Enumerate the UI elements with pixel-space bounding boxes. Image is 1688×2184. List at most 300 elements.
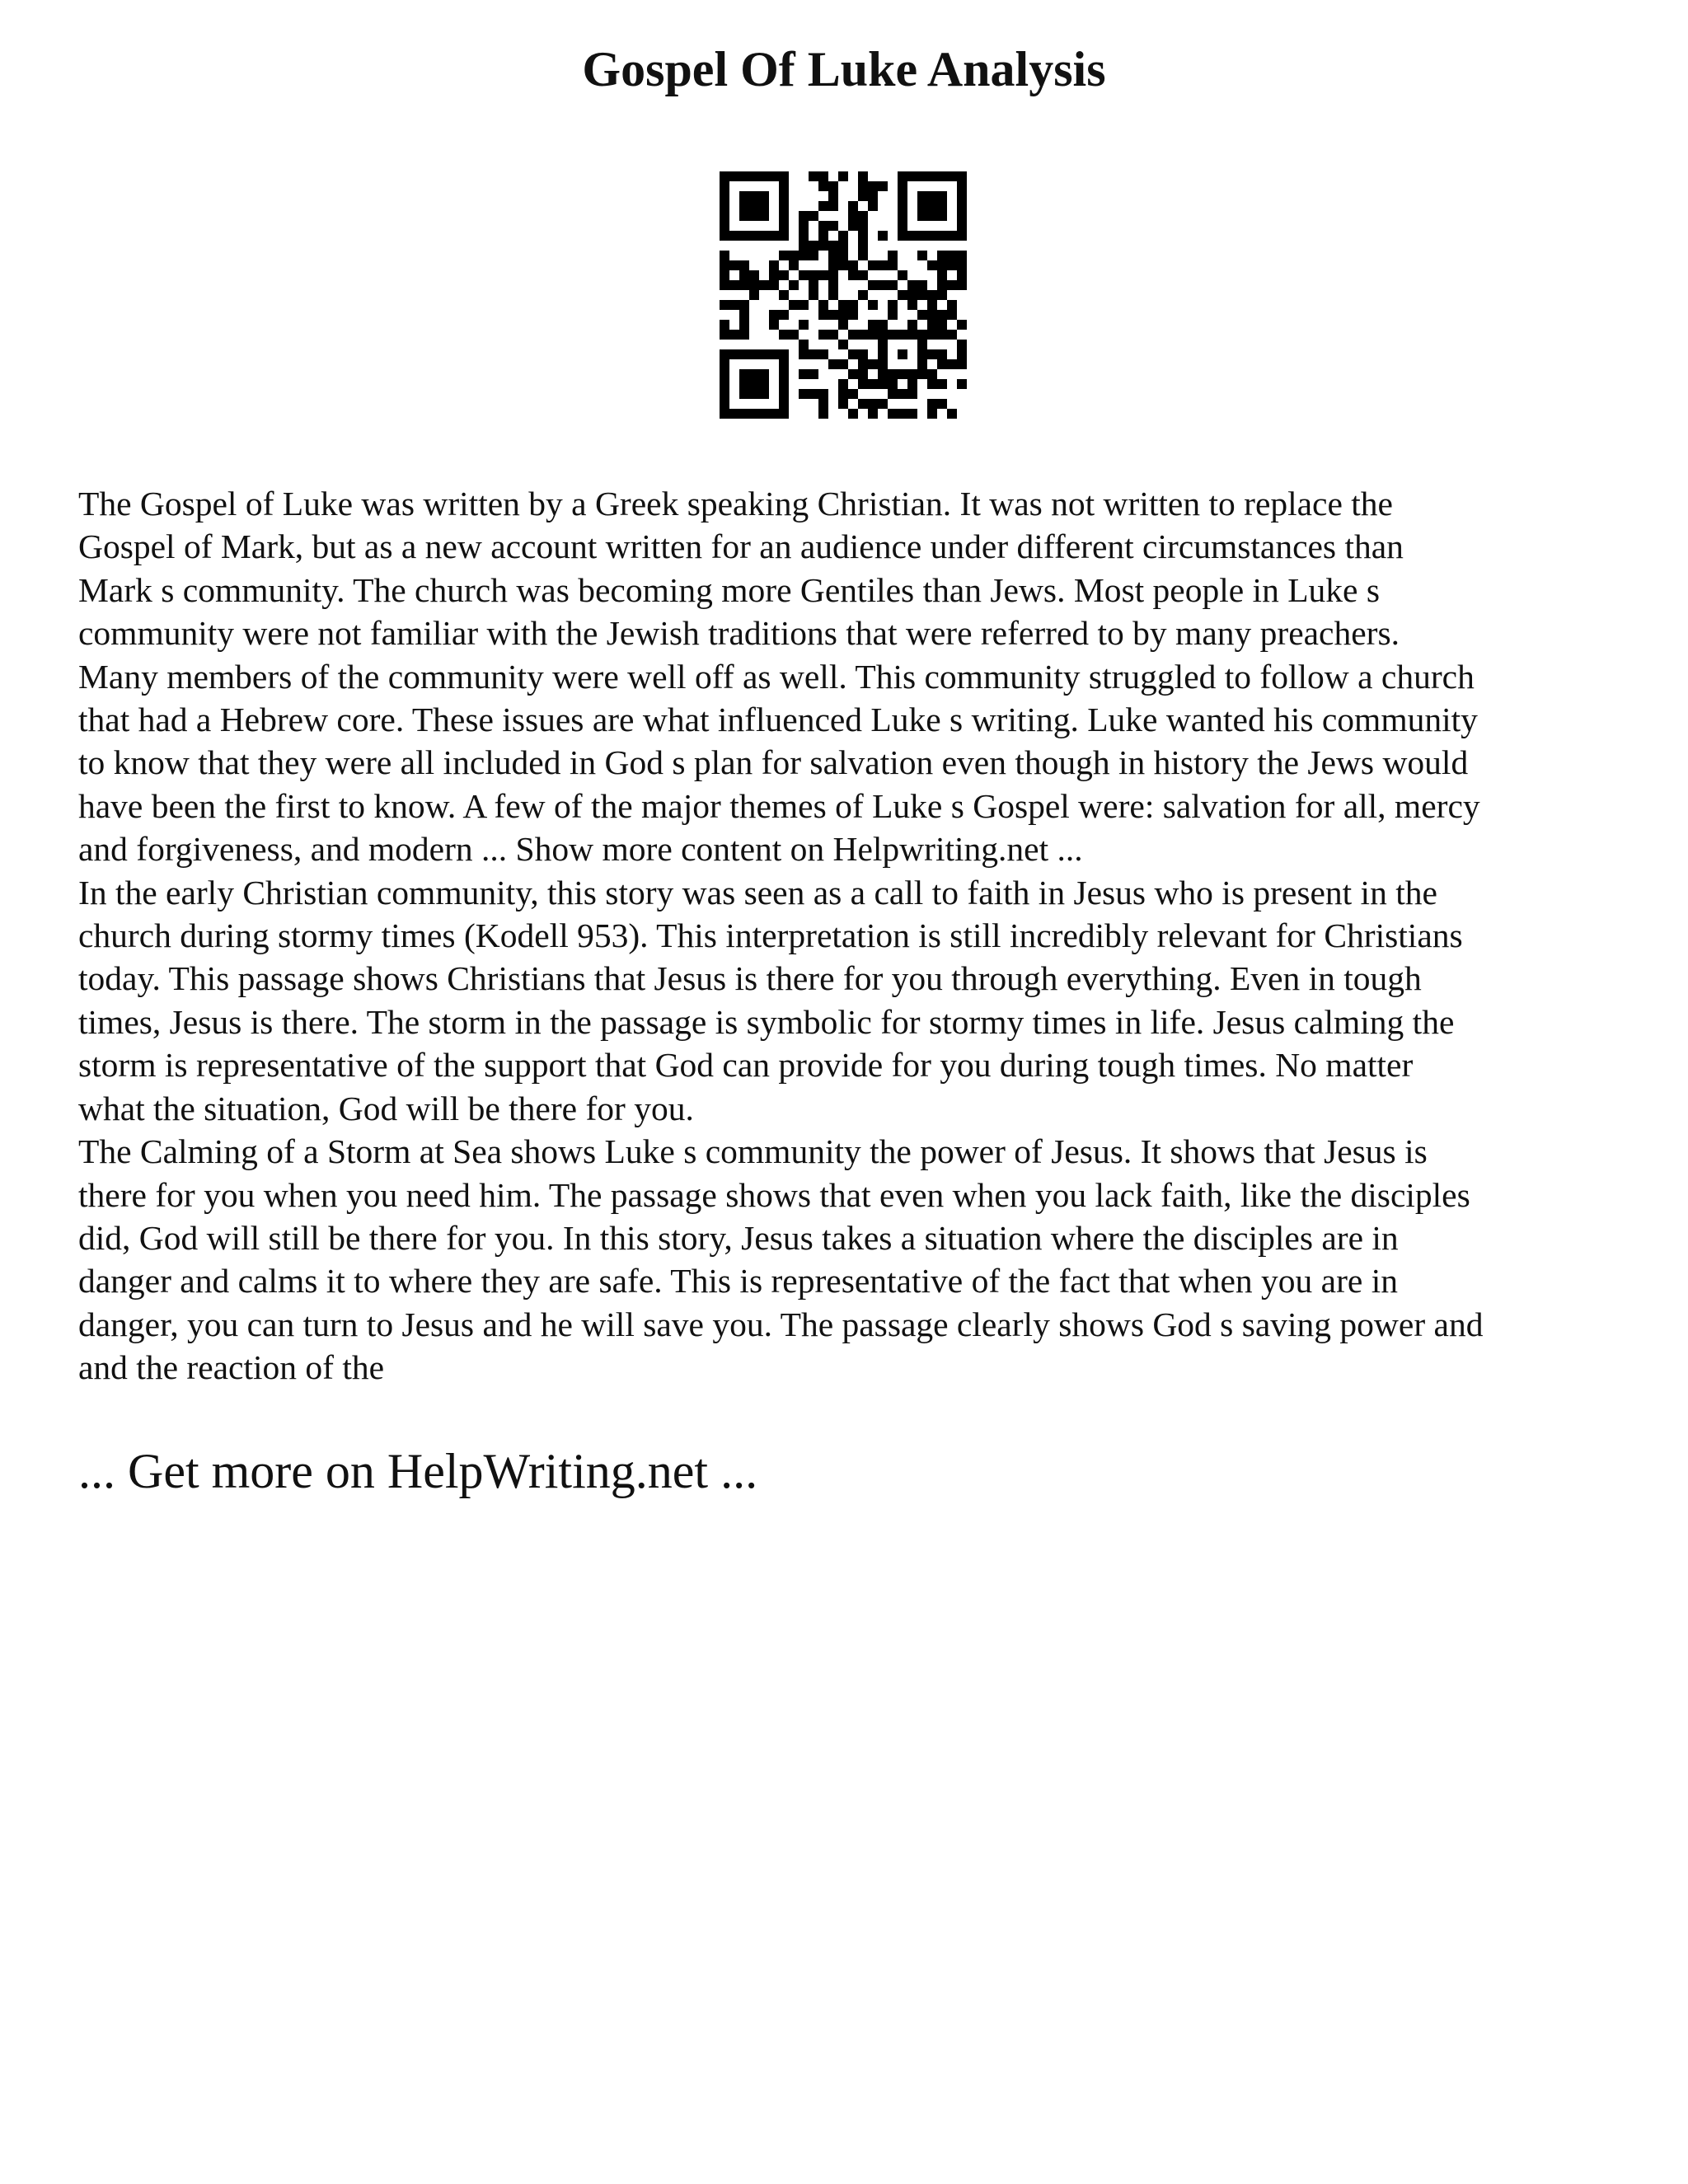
qr-module xyxy=(957,270,967,280)
qr-module xyxy=(858,241,868,251)
body-line: and the reaction of the xyxy=(78,1348,385,1387)
qr-module xyxy=(720,409,729,419)
qr-module xyxy=(818,181,828,191)
qr-module xyxy=(759,409,769,419)
qr-module xyxy=(739,270,749,280)
qr-module xyxy=(868,399,878,409)
qr-module xyxy=(749,379,759,389)
qr-module xyxy=(818,310,828,320)
qr-module xyxy=(769,260,779,270)
qr-module xyxy=(749,280,759,290)
qr-module xyxy=(917,211,927,221)
qr-module xyxy=(927,211,937,221)
qr-module xyxy=(898,231,907,241)
qr-module xyxy=(858,330,868,340)
qr-module xyxy=(809,280,818,290)
qr-module xyxy=(898,201,907,211)
qr-module xyxy=(888,280,898,290)
qr-module xyxy=(957,211,967,221)
qr-module xyxy=(818,330,828,340)
body-line: times, Jesus is there. The storm in the passage is symbolic for stormy times in life. Jesus calming the xyxy=(78,1002,1455,1041)
qr-module xyxy=(759,191,769,201)
qr-module xyxy=(848,389,858,399)
qr-module xyxy=(927,290,937,300)
qr-module xyxy=(799,340,809,349)
qr-module xyxy=(838,389,848,399)
qr-module xyxy=(720,191,729,201)
qr-module xyxy=(838,320,848,330)
qr-module xyxy=(868,330,878,340)
qr-module xyxy=(927,320,937,330)
qr-module xyxy=(898,211,907,221)
qr-module xyxy=(957,340,967,349)
qr-module xyxy=(898,330,907,340)
qr-module xyxy=(809,349,818,359)
qr-module xyxy=(779,211,789,221)
qr-module xyxy=(888,409,898,419)
qr-module xyxy=(769,171,779,181)
qr-module xyxy=(720,379,729,389)
qr-module xyxy=(888,300,898,310)
qr-module xyxy=(749,409,759,419)
body-line: that had a Hebrew core. These issues are what influenced Luke s writing. Luke wanted his community xyxy=(78,701,1478,739)
qr-module xyxy=(799,231,809,241)
qr-module xyxy=(729,280,739,290)
qr-module xyxy=(729,349,739,359)
qr-module xyxy=(917,359,927,369)
qr-module xyxy=(838,310,848,320)
qr-module xyxy=(729,231,739,241)
qr-module xyxy=(720,300,729,310)
qr-module xyxy=(868,260,878,270)
qr-module xyxy=(868,280,878,290)
qr-module xyxy=(848,310,858,320)
body-line: today. This passage shows Christians that Jesus is there for you through everything. Even in tough xyxy=(78,959,1422,998)
qr-module xyxy=(937,320,947,330)
qr-module xyxy=(799,211,809,221)
qr-module xyxy=(878,320,888,330)
qr-module xyxy=(759,201,769,211)
body-line: community were not familiar with the Jewish traditions that were referred to by many preachers. xyxy=(78,614,1400,653)
qr-module xyxy=(937,290,947,300)
qr-module xyxy=(739,379,749,389)
qr-module xyxy=(947,280,957,290)
qr-module xyxy=(779,201,789,211)
qr-module xyxy=(947,359,957,369)
qr-module xyxy=(720,171,729,181)
qr-module xyxy=(917,231,927,241)
qr-module xyxy=(739,349,749,359)
qr-module xyxy=(720,260,729,270)
qr-module xyxy=(937,211,947,221)
qr-module xyxy=(749,171,759,181)
qr-module xyxy=(828,221,838,231)
qr-module xyxy=(858,171,868,181)
qr-module xyxy=(947,409,957,419)
qr-module xyxy=(769,231,779,241)
qr-module xyxy=(927,399,937,409)
body-line: In the early Christian community, this story was seen as a call to faith in Jesus who is present in the xyxy=(78,873,1437,912)
qr-module xyxy=(937,260,947,270)
qr-module xyxy=(739,409,749,419)
qr-module xyxy=(907,389,917,399)
qr-module xyxy=(789,280,799,290)
qr-module xyxy=(828,330,838,340)
qr-module xyxy=(848,409,858,419)
qr-module xyxy=(759,280,769,290)
qr-module xyxy=(779,369,789,379)
qr-module xyxy=(828,359,838,369)
qr-module xyxy=(779,181,789,191)
qr-module xyxy=(818,171,828,181)
qr-module xyxy=(927,300,937,310)
body-line: storm is representative of the support that God can provide for you during tough times. No matter xyxy=(78,1046,1414,1085)
qr-module xyxy=(898,181,907,191)
qr-module xyxy=(957,359,967,369)
qr-module xyxy=(838,260,848,270)
qr-module xyxy=(828,181,838,191)
qr-module xyxy=(779,221,789,231)
qr-module xyxy=(848,201,858,211)
body-line: church during stormy times (Kodell 953). This interpretation is still incredibly relevant for Christians xyxy=(78,916,1463,955)
qr-module xyxy=(868,300,878,310)
qr-module xyxy=(818,270,828,280)
qr-module xyxy=(947,300,957,310)
qr-module xyxy=(937,201,947,211)
qr-module xyxy=(720,399,729,409)
qr-module xyxy=(937,280,947,290)
qr-module xyxy=(937,231,947,241)
qr-module xyxy=(759,389,769,399)
qr-module xyxy=(957,379,967,389)
qr-module xyxy=(739,201,749,211)
qr-module xyxy=(878,280,888,290)
qr-module xyxy=(957,201,967,211)
qr-module xyxy=(838,251,848,260)
qr-module xyxy=(927,231,937,241)
qr-module xyxy=(828,201,838,211)
qr-module xyxy=(888,369,898,379)
qr-module xyxy=(858,211,868,221)
qr-module xyxy=(937,270,947,280)
qr-module xyxy=(957,191,967,201)
qr-module xyxy=(739,320,749,330)
qr-module xyxy=(858,369,868,379)
qr-module xyxy=(828,310,838,320)
qr-module xyxy=(739,191,749,201)
qr-module xyxy=(888,330,898,340)
qr-module xyxy=(818,221,828,231)
qr-module xyxy=(729,300,739,310)
qr-module xyxy=(749,369,759,379)
qr-module xyxy=(858,270,868,280)
qr-module xyxy=(769,280,779,290)
qr-module xyxy=(848,221,858,231)
qr-module xyxy=(838,300,848,310)
qr-module xyxy=(838,340,848,349)
qr-module xyxy=(838,399,848,409)
qr-module xyxy=(868,379,878,389)
qr-module xyxy=(937,349,947,359)
qr-module xyxy=(868,359,878,369)
qr-module xyxy=(779,330,789,340)
qr-module xyxy=(799,369,809,379)
qr-module xyxy=(779,251,789,260)
qr-module xyxy=(927,369,937,379)
qr-module xyxy=(907,379,917,389)
qr-module xyxy=(917,330,927,340)
qr-module xyxy=(878,260,888,270)
qr-module xyxy=(720,369,729,379)
qr-module xyxy=(779,191,789,201)
qr-module xyxy=(888,389,898,399)
qr-module xyxy=(749,290,759,300)
qr-module xyxy=(828,270,838,280)
qr-module xyxy=(749,191,759,201)
qr-module xyxy=(848,270,858,280)
qr-module xyxy=(947,171,957,181)
qr-module xyxy=(729,409,739,419)
qr-module xyxy=(739,300,749,310)
qr-module xyxy=(957,349,967,359)
qr-module xyxy=(809,211,818,221)
qr-module xyxy=(848,300,858,310)
qr-module xyxy=(888,379,898,389)
body-line: Gospel of Mark, but as a new account written for an audience under different circumstances than xyxy=(78,527,1404,566)
qr-module xyxy=(779,399,789,409)
qr-module xyxy=(818,241,828,251)
qr-module xyxy=(947,260,957,270)
qr-module xyxy=(838,231,848,241)
qr-module xyxy=(957,171,967,181)
qr-module xyxy=(888,260,898,270)
qr-module xyxy=(828,241,838,251)
qr-module xyxy=(720,320,729,330)
qr-module xyxy=(907,300,917,310)
qr-module xyxy=(878,379,888,389)
qr-module xyxy=(799,300,809,310)
qr-module xyxy=(898,409,907,419)
qr-module xyxy=(878,340,888,349)
qr-module xyxy=(917,280,927,290)
qr-module xyxy=(809,389,818,399)
qr-module xyxy=(947,310,957,320)
qr-module xyxy=(799,270,809,280)
qr-module xyxy=(858,231,868,241)
qr-module xyxy=(848,349,858,359)
qr-module xyxy=(868,409,878,419)
page-title: Gospel Of Luke Analysis xyxy=(582,42,1106,96)
qr-module xyxy=(799,251,809,260)
qr-module xyxy=(838,171,848,181)
qr-module xyxy=(868,181,878,191)
qr-module xyxy=(828,260,838,270)
qr-module xyxy=(957,251,967,260)
qr-module xyxy=(809,290,818,300)
qr-module xyxy=(779,290,789,300)
qr-module xyxy=(888,310,898,320)
qr-module xyxy=(809,369,818,379)
qr-code-icon[interactable] xyxy=(720,171,967,419)
qr-module xyxy=(759,171,769,181)
qr-module xyxy=(858,349,868,359)
qr-module xyxy=(789,260,799,270)
qr-module xyxy=(838,241,848,251)
qr-module xyxy=(739,330,749,340)
qr-module xyxy=(898,389,907,399)
qr-module xyxy=(858,181,868,191)
qr-module xyxy=(927,330,937,340)
qr-module xyxy=(878,369,888,379)
qr-module xyxy=(957,231,967,241)
qr-module xyxy=(957,320,967,330)
qr-module xyxy=(927,349,937,359)
qr-module xyxy=(729,330,739,340)
qr-module xyxy=(828,280,838,290)
qr-module xyxy=(917,310,927,320)
qr-module xyxy=(858,359,868,369)
qr-module xyxy=(937,310,947,320)
qr-module xyxy=(937,379,947,389)
body-line: what the situation, God will be there for you. xyxy=(78,1089,694,1127)
qr-module xyxy=(878,181,888,191)
qr-module xyxy=(720,231,729,241)
qr-module xyxy=(749,270,759,280)
article-body xyxy=(78,482,1644,1390)
qr-module xyxy=(769,310,779,320)
body-line: to know that they were all included in God s plan for salvation even though in history the Jews would xyxy=(78,743,1469,782)
qr-module xyxy=(878,349,888,359)
qr-module xyxy=(769,320,779,330)
body-line: danger and calms it to where they are safe. This is representative of the fact that when you are in xyxy=(78,1262,1398,1301)
qr-module xyxy=(947,251,957,260)
qr-module xyxy=(937,399,947,409)
qr-module xyxy=(749,389,759,399)
qr-module xyxy=(779,389,789,399)
body-line: have been the first to know. A few of the major themes of Luke s Gospel were: salvation for all, mercy xyxy=(78,786,1480,825)
qr-module xyxy=(828,191,838,201)
qr-module xyxy=(898,369,907,379)
qr-module xyxy=(809,251,818,260)
qr-module xyxy=(739,211,749,221)
body-line: Many members of the community were well off as well. This community struggled to follow a church xyxy=(78,657,1475,696)
qr-module xyxy=(799,389,809,399)
qr-module xyxy=(907,171,917,181)
qr-module xyxy=(878,330,888,340)
qr-module xyxy=(927,171,937,181)
qr-module xyxy=(739,231,749,241)
qr-module xyxy=(878,231,888,241)
qr-module xyxy=(720,181,729,191)
qr-module xyxy=(848,369,858,379)
qr-module xyxy=(779,310,789,320)
qr-module xyxy=(917,201,927,211)
qr-module xyxy=(927,310,937,320)
qr-module xyxy=(739,171,749,181)
qr-module xyxy=(858,191,868,201)
qr-module xyxy=(947,231,957,241)
qr-module xyxy=(739,310,749,320)
qr-module xyxy=(898,221,907,231)
qr-module xyxy=(937,359,947,369)
qr-module xyxy=(917,369,927,379)
qr-module xyxy=(799,320,809,330)
qr-module xyxy=(818,231,828,241)
qr-module xyxy=(818,399,828,409)
qr-module xyxy=(799,221,809,231)
qr-module xyxy=(749,231,759,241)
qr-module xyxy=(779,231,789,241)
qr-module xyxy=(789,330,799,340)
qr-module xyxy=(868,191,878,201)
qr-module xyxy=(720,211,729,221)
qr-module xyxy=(779,379,789,389)
qr-module xyxy=(937,330,947,340)
qr-module xyxy=(769,409,779,419)
qr-module xyxy=(838,379,848,389)
qr-module xyxy=(848,211,858,221)
body-line: did, God will still be there for you. In this story, Jesus takes a situation where the disciples are in xyxy=(78,1218,1399,1257)
qr-module xyxy=(898,349,907,359)
qr-module xyxy=(957,221,967,231)
qr-module xyxy=(907,231,917,241)
qr-module xyxy=(809,241,818,251)
qr-module xyxy=(769,349,779,359)
qr-module xyxy=(927,409,937,419)
qr-module xyxy=(739,369,749,379)
qr-module xyxy=(907,409,917,419)
qr-module xyxy=(739,260,749,270)
qr-module xyxy=(927,201,937,211)
qr-module xyxy=(828,290,838,300)
qr-module xyxy=(769,270,779,280)
body-line: The Gospel of Luke was written by a Greek speaking Christian. It was not written to replace the xyxy=(78,485,1393,523)
qr-module xyxy=(720,349,729,359)
qr-code-graphic xyxy=(720,171,967,419)
qr-module xyxy=(720,330,729,340)
qr-module xyxy=(937,171,947,181)
qr-module xyxy=(789,251,799,260)
qr-module xyxy=(779,359,789,369)
qr-module xyxy=(809,270,818,280)
qr-module xyxy=(779,270,789,280)
qr-module xyxy=(907,330,917,340)
qr-module xyxy=(898,191,907,201)
qr-module xyxy=(858,221,868,231)
qr-module xyxy=(957,260,967,270)
body-line: there for you when you need him. The passage shows that even when you lack faith, like the disciples xyxy=(78,1175,1470,1214)
qr-module xyxy=(888,251,898,260)
qr-module xyxy=(828,251,838,260)
qr-module xyxy=(907,320,917,330)
qr-module xyxy=(720,221,729,231)
qr-module xyxy=(858,399,868,409)
qr-module xyxy=(907,280,917,290)
qr-module xyxy=(720,359,729,369)
qr-module xyxy=(917,349,927,359)
qr-module xyxy=(848,260,858,270)
qr-module xyxy=(749,201,759,211)
qr-module xyxy=(947,330,957,340)
qr-module xyxy=(818,349,828,359)
qr-module xyxy=(858,379,868,389)
qr-module xyxy=(917,290,927,300)
body-line: The Calming of a Storm at Sea shows Luke s community the power of Jesus. It shows that Jesus is xyxy=(78,1132,1428,1171)
qr-module xyxy=(927,379,937,389)
get-more-link[interactable]: ... Get more on HelpWriting.net ... xyxy=(78,1444,758,1498)
qr-module xyxy=(799,241,809,251)
qr-module xyxy=(739,280,749,290)
